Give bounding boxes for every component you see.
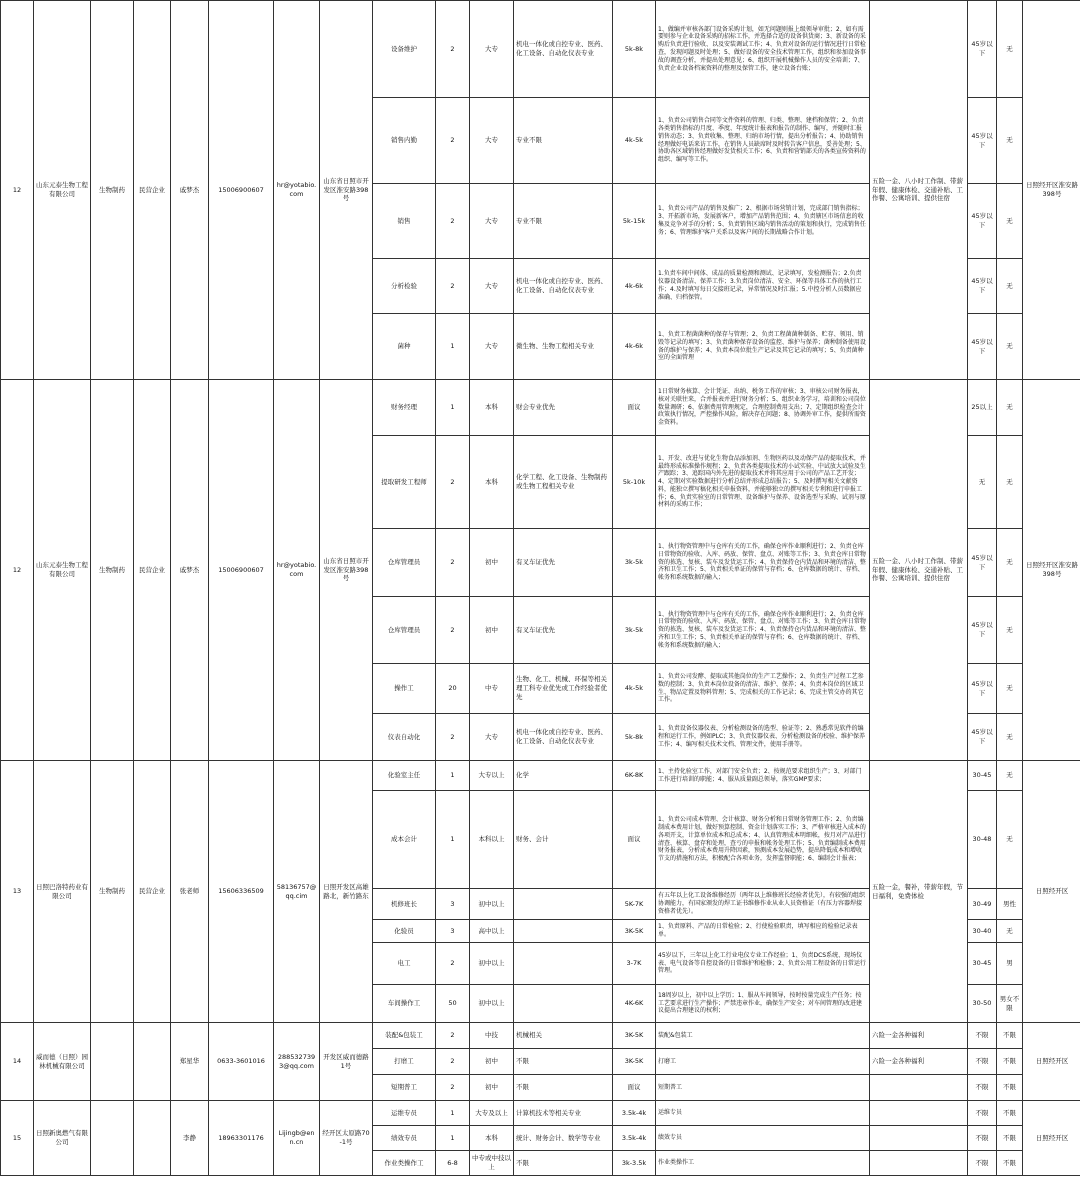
job-gender: 不限 — [997, 1075, 1023, 1101]
job-count: 1 — [436, 761, 470, 791]
job-education: 大专及以上 — [470, 1101, 514, 1126]
row-index: 12 — [1, 1, 34, 380]
job-salary: 4k-5k — [613, 664, 656, 714]
job-duty: 打磨工 — [656, 1049, 870, 1075]
table-row — [1, 761, 1080, 791]
job-gender: 男 — [997, 943, 1023, 985]
job-education: 高中以上 — [470, 920, 514, 943]
industry — [91, 1023, 134, 1101]
job-major — [514, 943, 613, 985]
job-age: 不限 — [968, 1075, 997, 1101]
row-index: 12 — [1, 380, 34, 761]
job-count: 1 — [436, 380, 470, 436]
job-salary: 4k-6k — [613, 314, 656, 380]
job-gender: 无 — [997, 314, 1023, 380]
job-title: 短期普工 — [373, 1075, 436, 1101]
job-duty: 1、执行物资管理中与仓库有关的工作，确保仓库作业顺利进行；2、负责仓库日常物资的验收、入库、码放、保管、盘点、对账等工作；3、负责仓库日常物资的拣选、复核、装车及发货运工作；4、负责保持仓内货品和环境的清洁、整齐和卫生工作；5、负责相关单证的保管与存档；6、仓库数据的统计、存档、帐务和系统数据的输入； — [656, 529, 870, 597]
contact-person: 郑星华 — [171, 1023, 209, 1101]
job-age: 无 — [968, 436, 997, 529]
job-age: 25以上 — [968, 380, 997, 436]
job-title: 仓库管理员 — [373, 529, 436, 597]
industry: 生物制药 — [91, 761, 134, 1023]
job-duty: 1.负责车间中间体、成品的质量检测和测试、记录填写，发检测报告；2.负责仪器设备清洁、保养工作；3.负责岗位清洁、安全、环保等具体工作的执行工作；4.及时填写每日交接班记录，异常情况及时汇报；5.中控分析人员数据应准确、归档保管。 — [656, 259, 870, 314]
company-address: 经开区太原路70-1号 — [320, 1101, 373, 1176]
contact-person: 戚梦杰 — [171, 1, 209, 380]
job-count: 2 — [436, 1023, 470, 1049]
job-salary: 面议 — [613, 1075, 656, 1101]
job-gender: 无 — [997, 920, 1023, 943]
job-major — [514, 920, 613, 943]
job-title: 绩效专员 — [373, 1126, 436, 1151]
job-count: 2 — [436, 1, 470, 98]
row-index: 15 — [1, 1101, 34, 1176]
row-index: 13 — [1, 761, 34, 1023]
job-welfare — [870, 1101, 968, 1126]
job-education: 初中以上 — [470, 943, 514, 985]
job-count: 1 — [436, 1101, 470, 1126]
job-education: 本科 — [470, 436, 514, 529]
job-major: 生物、化工、机械、环保等相关理工科专业优先或工作经验者优先 — [514, 664, 613, 714]
work-location: 日照经开区 — [1023, 1023, 1080, 1101]
company-address: 山东省日照市开发区淮安路398号 — [320, 1, 373, 380]
job-duty: 1、负责设备仪器仪表、分析检测设备的选型、验证等；2、熟悉常见软件的编程和运行工作，例如PLC；3、负责仪器仪表、分析检测设备的校验、维护保养工作；4、编写相关技术文档、管理文件，使用手册等。 — [656, 714, 870, 761]
job-title: 销售 — [373, 184, 436, 259]
job-major: 计算机技术等相关专业 — [514, 1101, 613, 1126]
job-age: 不限 — [968, 1151, 997, 1176]
job-duty: 1日常财务核算、会计凭证、出纳、税务工作的审核；3、审核公司财务报表，核对关联往来，合并报表并进行财务分析；5、组织业务学习，培训和公司岗位数量调研；6、依据费用管理规定，合理控制费用支出；7、定期组织检查会计政策执行情况，严控操作风险，解决存在问题；8、协调外审工作，提供所需资金资料。 — [656, 380, 870, 436]
job-age: 45岁以下 — [968, 597, 997, 664]
job-gender: 无 — [997, 791, 1023, 889]
company-address: 开发区威而德路1号 — [320, 1023, 373, 1101]
company-name: 山东元泰生物工程有限公司 — [34, 380, 91, 761]
job-salary: 面议 — [613, 791, 656, 889]
job-count: 2 — [436, 259, 470, 314]
job-count: 2 — [436, 943, 470, 985]
job-title: 财务经理 — [373, 380, 436, 436]
job-gender: 无 — [997, 98, 1023, 184]
job-duty: 1、开发、改进与优化生物食品添加剂、生物医药以及动保产品的提取技术，并最终形成标准操作规程；2、负责各类提取技术的小试实验、中试放大试验及生产跟踪；3、追踪国内外先进的提取技术并将其应用于公司的产品工艺开发；4、定期对实验数据进行分析总结并形成总结报告；5、及时撰写相关文献资料，能独立撰写稿化相关申报资料，并能够独立的撰写相关专利和进行申报工作；6、负责实验室的日常管理、设备维护与保养、设备选型与采购、试剂与原材料的采购工作； — [656, 436, 870, 529]
job-age: 不限 — [968, 1126, 997, 1151]
job-education: 大专 — [470, 1, 514, 98]
job-age: 30-49 — [968, 889, 997, 920]
company-nature — [134, 1101, 171, 1176]
job-salary: 3k-3.5k — [613, 1151, 656, 1176]
job-salary: 3k-5k — [613, 529, 656, 597]
job-gender: 无 — [997, 597, 1023, 664]
job-age: 45岁以下 — [968, 1, 997, 98]
job-major: 化学 — [514, 761, 613, 791]
job-age: 45岁以下 — [968, 529, 997, 597]
job-salary: 3.5k-4k — [613, 1101, 656, 1126]
job-count: 2 — [436, 98, 470, 184]
job-age: 45岁以下 — [968, 714, 997, 761]
contact-email: 58136757@qq.cim — [274, 761, 320, 1023]
job-title: 装配&包装工 — [373, 1023, 436, 1049]
job-salary: 3k-5k — [613, 597, 656, 664]
job-duty: 1、做编并审核各部门设备采购计划，如无问题则报上级领导审批；2、如有需要则参与企业设备采购的招标工作，并选择合适的设备供货商；3、新设备的采购后负责进行验收、以及安装调试工作；4、负责对设备的运行情况进行日常检查，发现问题及时处理；5、做好设备的安全技术管理工作，组织和参加设备事故的调查分析，并提出处理意见；6、组织开展机械操作人员的安全培训；7、负责企业设备档案资料的整理及保管工作，建立设备台账； — [656, 1, 870, 98]
job-major: 机电一体化或自控专业、医药、化工设备、自动化仪表专业 — [514, 1, 613, 98]
job-education: 本科 — [470, 1126, 514, 1151]
job-title: 设备维护 — [373, 1, 436, 98]
job-education: 中技 — [470, 1023, 514, 1049]
job-gender: 不限 — [997, 1151, 1023, 1176]
job-salary: 5k-8k — [613, 714, 656, 761]
job-education: 初中 — [470, 529, 514, 597]
job-age: 45岁以下 — [968, 664, 997, 714]
job-education: 大专 — [470, 314, 514, 380]
job-gender: 无 — [997, 761, 1023, 791]
job-gender: 无 — [997, 184, 1023, 259]
job-major: 有叉车证优先 — [514, 529, 613, 597]
welfare: 五险一金、八小时工作制、带薪年假、健康体检、交通补贴、工作餐、公寓培训、提供住宿 — [870, 1, 968, 380]
job-count: 2 — [436, 597, 470, 664]
job-education: 大专以上 — [470, 761, 514, 791]
industry — [91, 1101, 134, 1176]
job-salary: 面议 — [613, 380, 656, 436]
company-nature: 民营企业 — [134, 761, 171, 1023]
job-salary: 5k-8k — [613, 1, 656, 98]
job-title: 电工 — [373, 943, 436, 985]
company-address: 日照开发区高雄路北，新竹路东 — [320, 761, 373, 1023]
job-major: 不限 — [514, 1049, 613, 1075]
job-title: 打磨工 — [373, 1049, 436, 1075]
job-age: 不限 — [968, 1049, 997, 1075]
industry: 生物制药 — [91, 380, 134, 761]
job-education: 本科以上 — [470, 791, 514, 889]
job-gender: 无 — [997, 664, 1023, 714]
job-count: 2 — [436, 436, 470, 529]
job-major: 专业不限 — [514, 98, 613, 184]
job-education: 初中以上 — [470, 985, 514, 1023]
job-salary: 3K-5K — [613, 1023, 656, 1049]
job-duty: 1、负责公司销售合同等文件资料的管理、归类、整理、建档和保管；2、负责各类销售指标的月度、季度、年度统计报表和报告的制作、编写，并随时汇报销售动态；3、负责收集、整理、归纳市场行情，提出分析报告；4、协助销售经理做好电话来访工作，在销售人员缺席时及时转告客户信息，妥善处理；5、协助各区域销售经理做好发货相关工作；6、负责和营销部关的各类宣传资料的组织、编写等工作。 — [656, 98, 870, 184]
contact-phone: 18963301176 — [209, 1101, 274, 1176]
job-major: 机电一体化或自控专业、医药、化工设备、自动化仪表专业 — [514, 259, 613, 314]
contact-person: 戚梦杰 — [171, 380, 209, 761]
job-major: 微生物、生物工程相关专业 — [514, 314, 613, 380]
job-gender: 不限 — [997, 1126, 1023, 1151]
job-major: 专业不限 — [514, 184, 613, 259]
job-welfare — [870, 1075, 968, 1101]
contact-phone: 15006900607 — [209, 380, 274, 761]
work-location: 日照经开区 — [1023, 761, 1080, 1023]
job-education: 初中 — [470, 597, 514, 664]
job-major — [514, 889, 613, 920]
company-nature: 民营企业 — [134, 1, 171, 380]
job-major: 机电一体化或自控专业、医药、化工设备、自动化仪表专业 — [514, 714, 613, 761]
job-duty: 有五年以上化工设备维修经历（两年以上维修班长经验者优先），有较强的组织协调能力，有国家颁发的焊工证书维修作业从业人员资格证（有压力容器焊接资格者优先）。 — [656, 889, 870, 920]
job-major: 不限 — [514, 1151, 613, 1176]
table-row — [1, 1023, 1080, 1049]
job-title: 成本会计 — [373, 791, 436, 889]
job-duty: 45岁以下，三年以上化工行业电仪专业工作经验；1、负责DCS系统、现场仪表、电气设备等自控设备的日常维护和检修；2、负责公用工程设备的日常运行管理。 — [656, 943, 870, 985]
job-duty: 装配&包装工 — [656, 1023, 870, 1049]
job-title: 菌种 — [373, 314, 436, 380]
work-location: 日照经开区淮安路398号 — [1023, 1, 1080, 380]
job-title: 运维专员 — [373, 1101, 436, 1126]
job-duty: 运维专员 — [656, 1101, 870, 1126]
job-salary: 4K-6K — [613, 985, 656, 1023]
job-education: 中专或中技以上 — [470, 1151, 514, 1176]
welfare: 五险一金，餐补，带薪年假，节日福利，免费体检 — [870, 761, 968, 1023]
job-education: 初中以上 — [470, 889, 514, 920]
job-education: 中专 — [470, 664, 514, 714]
contact-person: 张老师 — [171, 761, 209, 1023]
job-duty: 1、负责原料、产品的日常检验；2、行使检验职责，填写相应的检验记录表单。 — [656, 920, 870, 943]
table-row — [1, 1, 1080, 98]
job-duty: 1、负责公司发酵、提取或其他岗位的生产工艺操作；2、负责生产过程工艺参数的控制；3、负责本岗位设备的清洁、维护、保养；4、负责本岗位的区域卫生、物品定置及物料管理；5、完成相关的工作记录；6、完成主管交办的其它工作。 — [656, 664, 870, 714]
job-salary: 4k-6k — [613, 259, 656, 314]
job-count: 2 — [436, 1075, 470, 1101]
job-age: 45岁以下 — [968, 184, 997, 259]
job-count: 50 — [436, 985, 470, 1023]
job-gender: 无 — [997, 1, 1023, 98]
row-index: 14 — [1, 1023, 34, 1101]
job-duty: 1、执行物资管理中与仓库有关的工作，确保仓库作业顺利进行；2、负责仓库日常物资的验收、入库、码放、保管、盘点、对账等工作；3、负责仓库日常物资的拣选、复核、装车及发货运工作；4、负责保持仓内货品和环境的清洁、整齐和卫生工作；5、负责相关单证的保管与存档；6、仓库数据的统计、存档、帐务和系统数据的输入； — [656, 597, 870, 664]
job-welfare: 六险一金各种福利 — [870, 1049, 968, 1075]
job-education: 大专 — [470, 184, 514, 259]
job-count: 3 — [436, 889, 470, 920]
job-title: 机修班长 — [373, 889, 436, 920]
job-duty: 18周岁以上，初中以上学历；1、服从车间领导，按时按量完成生产任务；按工艺要求进行生产操作；严禁违章作业，确保生产安全；对车间管理的改进建议提出合理建议的权利； — [656, 985, 870, 1023]
job-major: 有叉车证优先 — [514, 597, 613, 664]
job-salary: 3-7K — [613, 943, 656, 985]
job-title: 化验员 — [373, 920, 436, 943]
job-duty: 作业类操作工 — [656, 1151, 870, 1176]
job-salary: 6K-8K — [613, 761, 656, 791]
job-salary: 4k-5k — [613, 98, 656, 184]
job-education: 本科 — [470, 380, 514, 436]
job-welfare — [870, 1126, 968, 1151]
job-gender: 不限 — [997, 1049, 1023, 1075]
job-count: 1 — [436, 1126, 470, 1151]
job-count: 2 — [436, 1049, 470, 1075]
company-name: 威而德（日照）园林机械有限公司 — [34, 1023, 91, 1101]
job-title: 操作工 — [373, 664, 436, 714]
welfare: 五险一金、八小时工作制、带薪年假、健康体检、交通补贴、工作餐、公寓培训、提供住宿 — [870, 380, 968, 761]
job-count: 2 — [436, 714, 470, 761]
contact-phone: 0633-3601016 — [209, 1023, 274, 1101]
job-education: 初中 — [470, 1049, 514, 1075]
job-age: 30-40 — [968, 920, 997, 943]
job-duty: 绩效专员 — [656, 1126, 870, 1151]
job-title: 作业类操作工 — [373, 1151, 436, 1176]
job-duty: 短期普工 — [656, 1075, 870, 1101]
job-title: 化验室主任 — [373, 761, 436, 791]
job-count: 2 — [436, 184, 470, 259]
company-name: 山东元泰生物工程有限公司 — [34, 1, 91, 380]
job-duty: 1、负责工程菌菌种的保存与管理；2、负责工程菌菌种制备、贮存、领用、销毁等记录的填写；3、负责菌种保存设备的监控、维护与保养；菌种制备使用设备的维护与保养；4、负责本岗位批生产记录及其它记录的填写；5、负责菌种室的全面管理 — [656, 314, 870, 380]
job-salary: 3.5k-4k — [613, 1126, 656, 1151]
job-age: 45岁以下 — [968, 314, 997, 380]
job-gender: 不限 — [997, 1101, 1023, 1126]
job-age: 30-45 — [968, 761, 997, 791]
job-major — [514, 985, 613, 1023]
job-salary: 3K-5K — [613, 1049, 656, 1075]
company-address: 山东省日照市开发区淮安路398号 — [320, 380, 373, 761]
job-salary: 3K-5K — [613, 920, 656, 943]
job-count: 1 — [436, 314, 470, 380]
job-major: 财会专业优先 — [514, 380, 613, 436]
job-age: 45岁以下 — [968, 98, 997, 184]
job-salary: 5K-7K — [613, 889, 656, 920]
contact-phone: 15006900607 — [209, 1, 274, 380]
job-gender: 无 — [997, 436, 1023, 529]
job-duty: 1、负责公司成本管理、会计核算、财务分析和日常财务管理工作；2、负责编制成本费用计划，做好预算控制、资金计划落实工作；3、严格审核进入成本的各项开支，计算单位成本和总成本；4、认真管理成本明细帐，按月对产品进行清查、核算、盘存和处理，查亏的申报和帐务处理工作；5、负责编制成本费用财务报表，分析成本费用升降因素，预测成本发展趋势，提出降低成本和增收节支的措施和方法，积极配合各项业务，发挥监督职能；6、编制会计报表； — [656, 791, 870, 889]
contact-email: hr@yotabio.com — [274, 380, 320, 761]
job-title: 销售内勤 — [373, 98, 436, 184]
job-major: 化学工程、化工设备、生物制药或生物工程相关专业 — [514, 436, 613, 529]
company-nature — [134, 1023, 171, 1101]
contact-email: Lijingb@enn.cn — [274, 1101, 320, 1176]
job-age: 不限 — [968, 1023, 997, 1049]
table-row — [1, 1101, 1080, 1126]
job-gender: 不限 — [997, 1023, 1023, 1049]
job-gender: 男性 — [997, 889, 1023, 920]
job-count: 3 — [436, 920, 470, 943]
job-education: 初中 — [470, 1075, 514, 1101]
job-major: 不限 — [514, 1075, 613, 1101]
job-duty: 1、负责公司产品的销售及推广；2、根据市场营销计划，完成部门销售指标；3、开拓新市场，发展新客户，增加产品销售范围；4、负责辖区市场信息的收集及竞争对手的分析；5、负责销售区域内销售活动的策划和执行，完成销售任务；6、管理维护客户关系以及客户间的长期战略合作计划。 — [656, 184, 870, 259]
job-welfare: 六险一金各种福利 — [870, 1023, 968, 1049]
job-age: 30-50 — [968, 985, 997, 1023]
job-gender: 无 — [997, 529, 1023, 597]
work-location: 日照经开区 — [1023, 1101, 1080, 1176]
job-gender: 无 — [997, 259, 1023, 314]
job-count: 20 — [436, 664, 470, 714]
job-age: 45岁以下 — [968, 259, 997, 314]
job-title: 仪表自动化 — [373, 714, 436, 761]
job-title: 仓库管理员 — [373, 597, 436, 664]
company-name: 日照巴洛特药业有限公司 — [34, 761, 91, 1023]
job-major: 机械相关 — [514, 1023, 613, 1049]
job-title: 分析检验 — [373, 259, 436, 314]
contact-email: 2885327393@qq.com — [274, 1023, 320, 1101]
job-age: 30-45 — [968, 943, 997, 985]
job-salary: 5k-15k — [613, 184, 656, 259]
job-duty: 1、主持化验室工作，对部门安全负责；2、按规范要求组织生产；3、对部门工作进行培训的职能；4、服从质量副总领导，落实GMP要求； — [656, 761, 870, 791]
job-education: 大专 — [470, 259, 514, 314]
job-education: 大专 — [470, 714, 514, 761]
job-welfare — [870, 1151, 968, 1176]
contact-person: 李静 — [171, 1101, 209, 1176]
job-title: 车间操作工 — [373, 985, 436, 1023]
contact-phone: 15606336509 — [209, 761, 274, 1023]
job-age: 不限 — [968, 1101, 997, 1126]
company-nature: 民营企业 — [134, 380, 171, 761]
job-gender: 无 — [997, 380, 1023, 436]
job-count: 6-8 — [436, 1151, 470, 1176]
job-major: 财务、会计 — [514, 791, 613, 889]
job-salary: 5k-10k — [613, 436, 656, 529]
company-name: 日照新奥燃气有限公司 — [34, 1101, 91, 1176]
job-gender: 男女不限 — [997, 985, 1023, 1023]
job-gender: 无 — [997, 714, 1023, 761]
industry: 生物制药 — [91, 1, 134, 380]
job-age: 30-48 — [968, 791, 997, 889]
job-count: 2 — [436, 529, 470, 597]
job-major: 统计、财务会计、数学等专业 — [514, 1126, 613, 1151]
table-row — [1, 380, 1080, 436]
job-count: 1 — [436, 791, 470, 889]
work-location: 日照经开区淮安路398号 — [1023, 380, 1080, 761]
job-education: 大专 — [470, 98, 514, 184]
contact-email: hr@yotabio.com — [274, 1, 320, 380]
job-title: 提取研发工程师 — [373, 436, 436, 529]
